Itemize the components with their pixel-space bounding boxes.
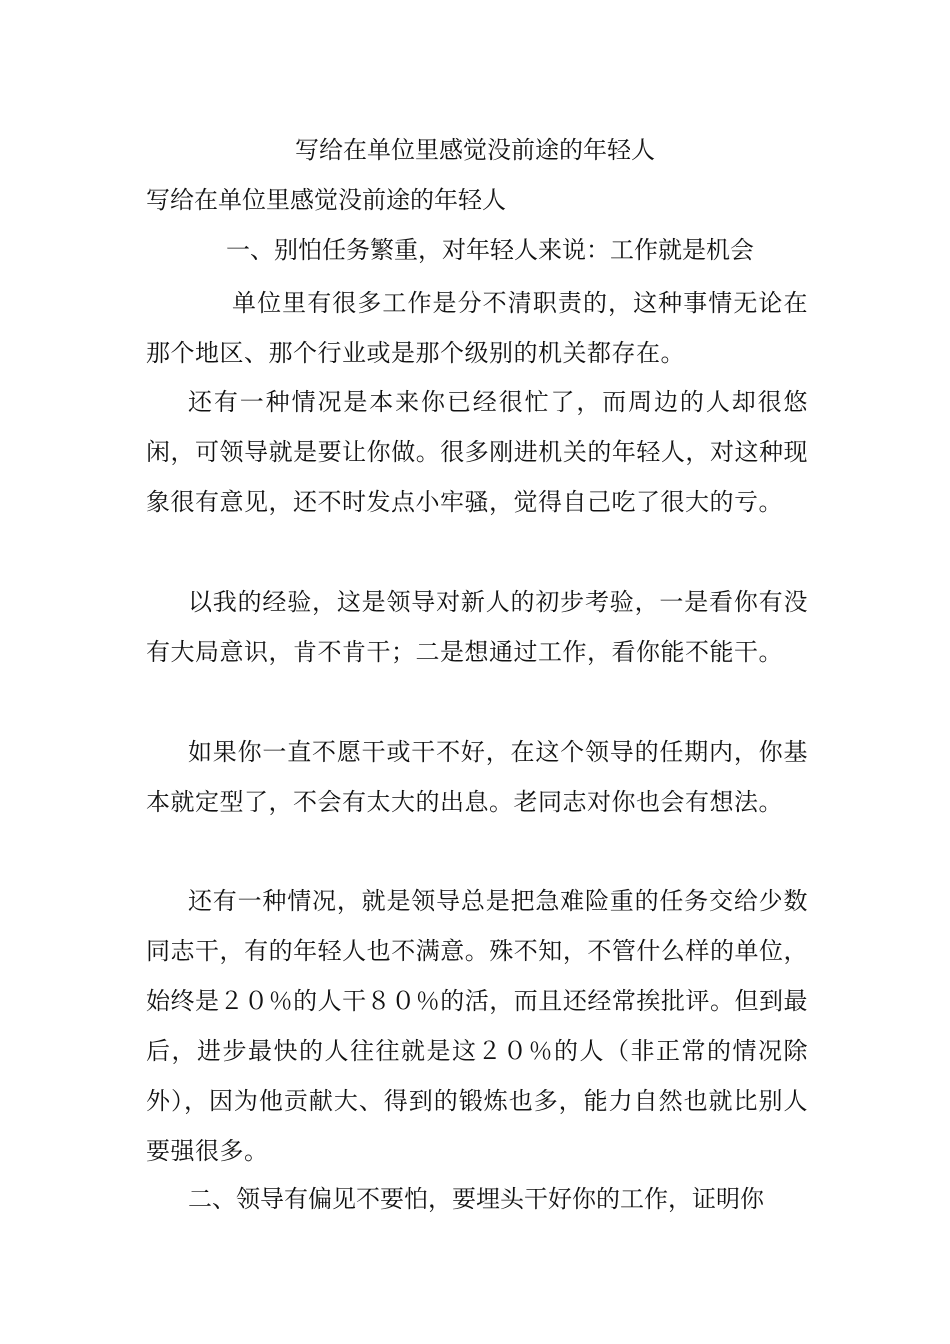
document-subtitle: 写给在单位里感觉没前途的年轻人 [146, 186, 506, 214]
section-heading-2: 二、领导有偏见不要怕，要埋头干好你的工作，证明你 [188, 1185, 764, 1213]
paragraph-5: 还有一种情况，就是领导总是把急难险重的任务交给少数同志干，有的年轻人也不满意。殊不知，不管什么样的单位，始终是２０％的人干８０％的活，而且还经常挨批评。但到最后，进步最快的人往往就是这２０％的人（非正常的情况除外），因为他贡献大、得到的锻炼也多，能力自然也就比别人要强很多。 [146, 887, 808, 1165]
section-heading-1: 一、别怕任务繁重，对年轻人来说：工作就是机会 [226, 236, 754, 264]
paragraph-3: 以我的经验，这是领导对新人的初步考验，一是看你有没有大局意识，肯不肯干；二是想通过工作，看你能不能干。 [146, 588, 808, 666]
document-title: 写给在单位里感觉没前途的年轻人 [295, 136, 655, 164]
paragraph-4: 如果你一直不愿干或干不好，在这个领导的任期内，你基本就定型了，不会有太大的出息。老同志对你也会有想法。 [146, 738, 808, 816]
paragraph-1: 单位里有很多工作是分不清职责的，这种事情无论在那个地区、那个行业或是那个级别的机关都存在。 [146, 289, 808, 367]
paragraph-2: 还有一种情况是本来你已经很忙了，而周边的人却很悠闲，可领导就是要让你做。很多刚进机关的年轻人，对这种现象很有意见，还不时发点小牢骚，觉得自己吃了很大的亏。 [146, 388, 808, 516]
